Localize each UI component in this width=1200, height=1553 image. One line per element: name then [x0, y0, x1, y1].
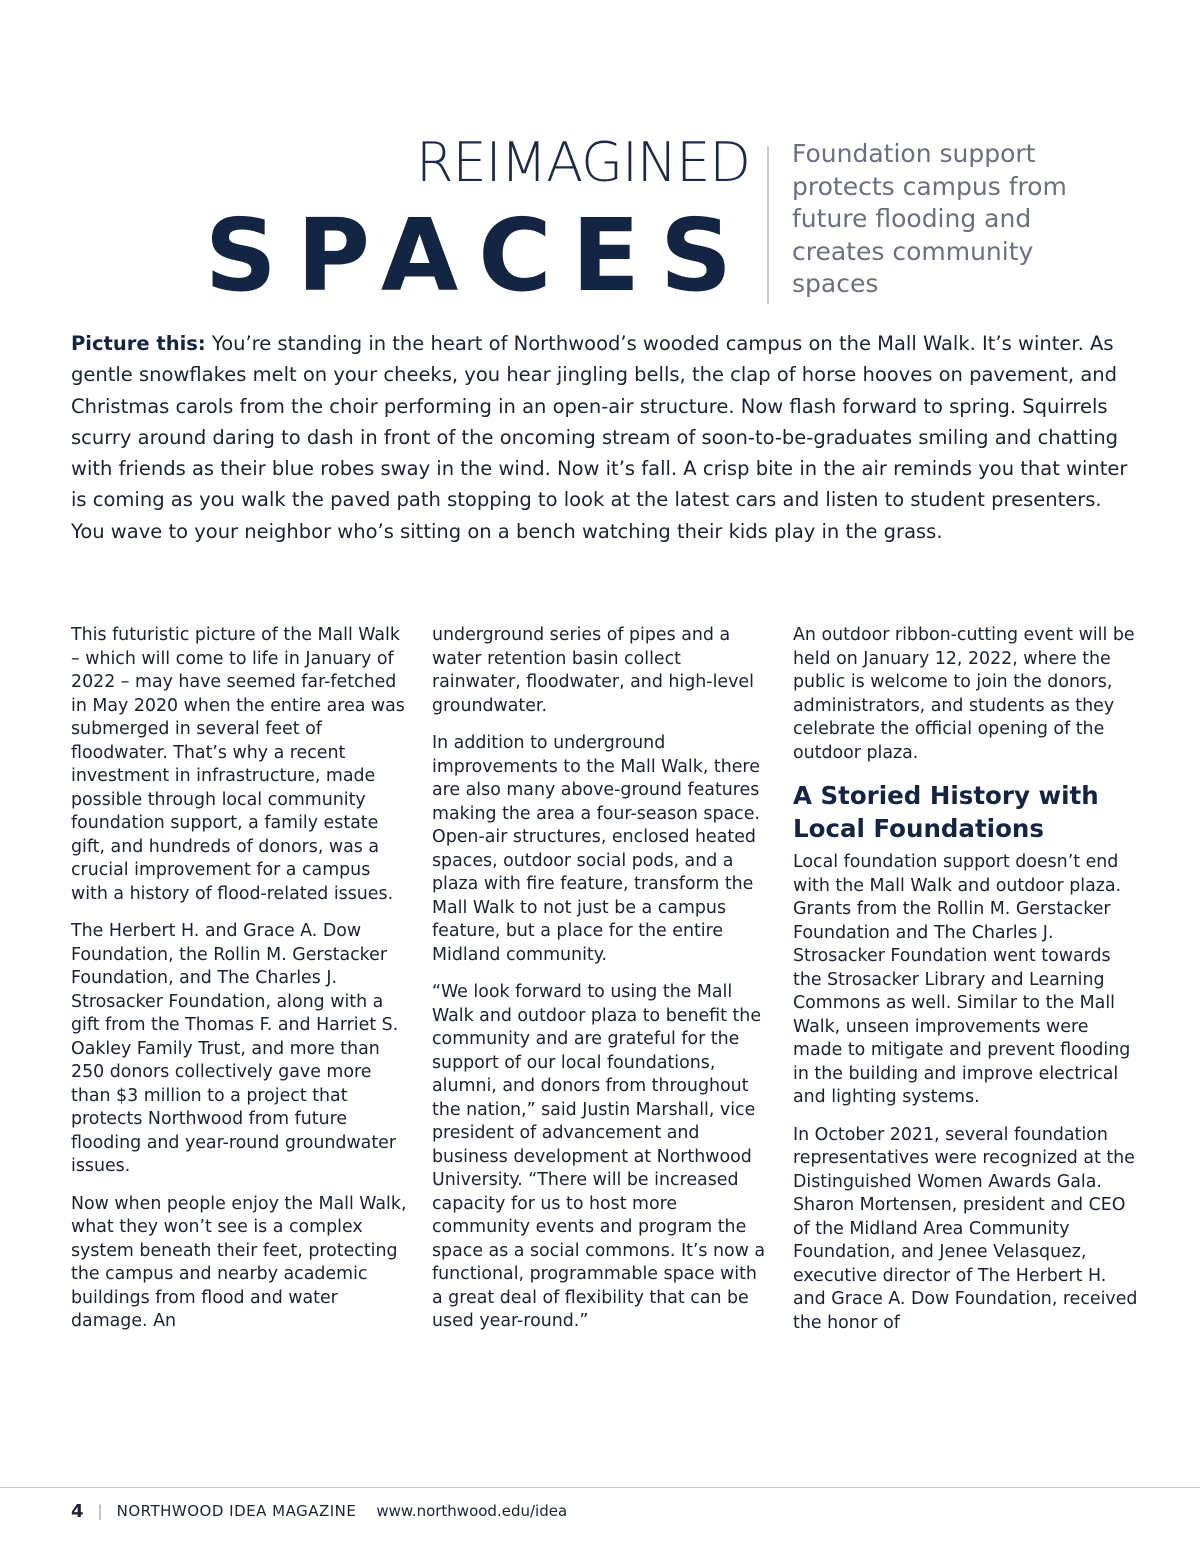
footer-divider: [0, 1487, 1200, 1488]
subheadline: Foundation support protects campus from future flooding and creates community spaces: [792, 139, 1067, 298]
column2-quote: “We look forward to using the Mall Walk and outdoor plaza to benefit the community and are grateful for the support of our local foundations, alumni, and donors from throughout the nation,” said Justin Marshall, vice president of advancement and business development at Northwood University. “There will be increased capacity for us to host more community events and program the space as a social commons. It’s now a functional, programmable space with a great deal of flexibility that can be used year-round.”: [432, 982, 766, 1331]
page-footer: [71, 1499, 567, 1523]
section-heading: A Storied History with Local Foundations: [793, 781, 1099, 843]
intro-paragraph: [71, 328, 1131, 547]
column3-paragraph-2: Local foundation support doesn’t end with the Mall Walk and outdoor plaza. Grants from the Rollin M. Gerstacker Foundation and The Charles J. Strosacker Foundation went towards the Strosacker Library and Learning Commons as well. Similar to the Mall Walk, unseen improvements were made to mitigate and prevent flooding in the building and improve electrical and lighting systems.: [793, 852, 1131, 1107]
article-column-3: [793, 624, 1138, 1349]
article-column-2: [432, 624, 767, 1348]
column3-paragraph-3: In October 2021, several foundation representatives were recognized at the Distinguished Women Awards Gala. Sharon Mortensen, president and CEO of the Midland Area Community Foundation, and Jenee Velasquez, executive director of The Herbert H. and Grace A. Dow Foundation, received the honor of: [793, 1124, 1138, 1333]
magazine-name: NORTHWOOD IDEA MAGAZINE: [116, 1502, 357, 1520]
column1-paragraph-1: This futuristic picture of the Mall Walk – which will come to life in January of 2022 – may have seemed far-fetched in May 2020 when the entire area was submerged in several feet of floodwater. That’s why a recent investment in infrastructure, made possible through local community foundation support, a family estate gift, and hundreds of donors, was a crucial improvement for a campus with a history of flood-related issues.: [71, 625, 405, 904]
intro-text: You’re standing in the heart of Northwood’s wooded campus on the Mall Walk. It’s winter. As gentle snowflakes melt on your cheeks, you hear jingling bells, the clap of horse hooves on pavement, and Christmas carols from the choir performing in an open-air structure. Now flash forward to spring. Squirrels scurry around daring to dash in front of the oncoming stream of soon-to-be-graduates smiling and chatting with friends as their blue robes sway in the wind. Now it’s fall. A crisp bite in the air reminds you that winter is coming as you walk the paved path stopping to look at the latest cars and listen to student presenters. You wave to your neighbor who’s sitting on a bench watching their kids play in the grass.: [71, 332, 1128, 543]
column2-paragraph-1: underground series of pipes and a water retention basin collect rainwater, floodwater, and high-level groundwater.: [432, 625, 754, 716]
website-url: www.northwood.edu/idea: [376, 1502, 568, 1520]
headline: [60, 128, 760, 314]
headline-line-spaces: SPACES: [204, 197, 752, 314]
column1-paragraph-3: Now when people enjoy the Mall Walk, what they won’t see is a complex system beneath their feet, protecting the campus and nearby academic buildings from flood and water damage. An: [71, 1193, 407, 1331]
article-column-1: [71, 624, 411, 1348]
column3-paragraph-1: An outdoor ribbon-cutting event will be held on January 12, 2022, where the public is welcome to join the donors, administrators, and students as they celebrate the official opening of the outdoor plaza.: [793, 625, 1135, 763]
page-number: 4: [71, 1500, 84, 1522]
column1-paragraph-2: The Herbert H. and Grace A. Dow Foundation, the Rollin M. Gerstacker Foundation, and The Charles J. Strosacker Foundation, along with a gift from the Thomas F. and Harriet S. Oakley Family Trust, and more than 250 donors collectively gave more than $3 million to a project that protects Northwood from future flooding and year-round groundwater issues.: [71, 921, 399, 1176]
headline-line-reimagined: REIMAGINED: [415, 131, 750, 194]
headline-divider: [767, 146, 769, 304]
column2-paragraph-2: In addition to underground improvements to the Mall Walk, there are also many above-ground features making the area a four-season space. Open-air structures, enclosed heated spaces, outdoor social pods, and a plaza with fire feature, transform the Mall Walk to not just be a campus feature, but a place for the entire Midland community.: [432, 733, 760, 965]
footer-separator: |: [97, 1502, 103, 1520]
intro-lead: Picture this:: [71, 332, 206, 355]
